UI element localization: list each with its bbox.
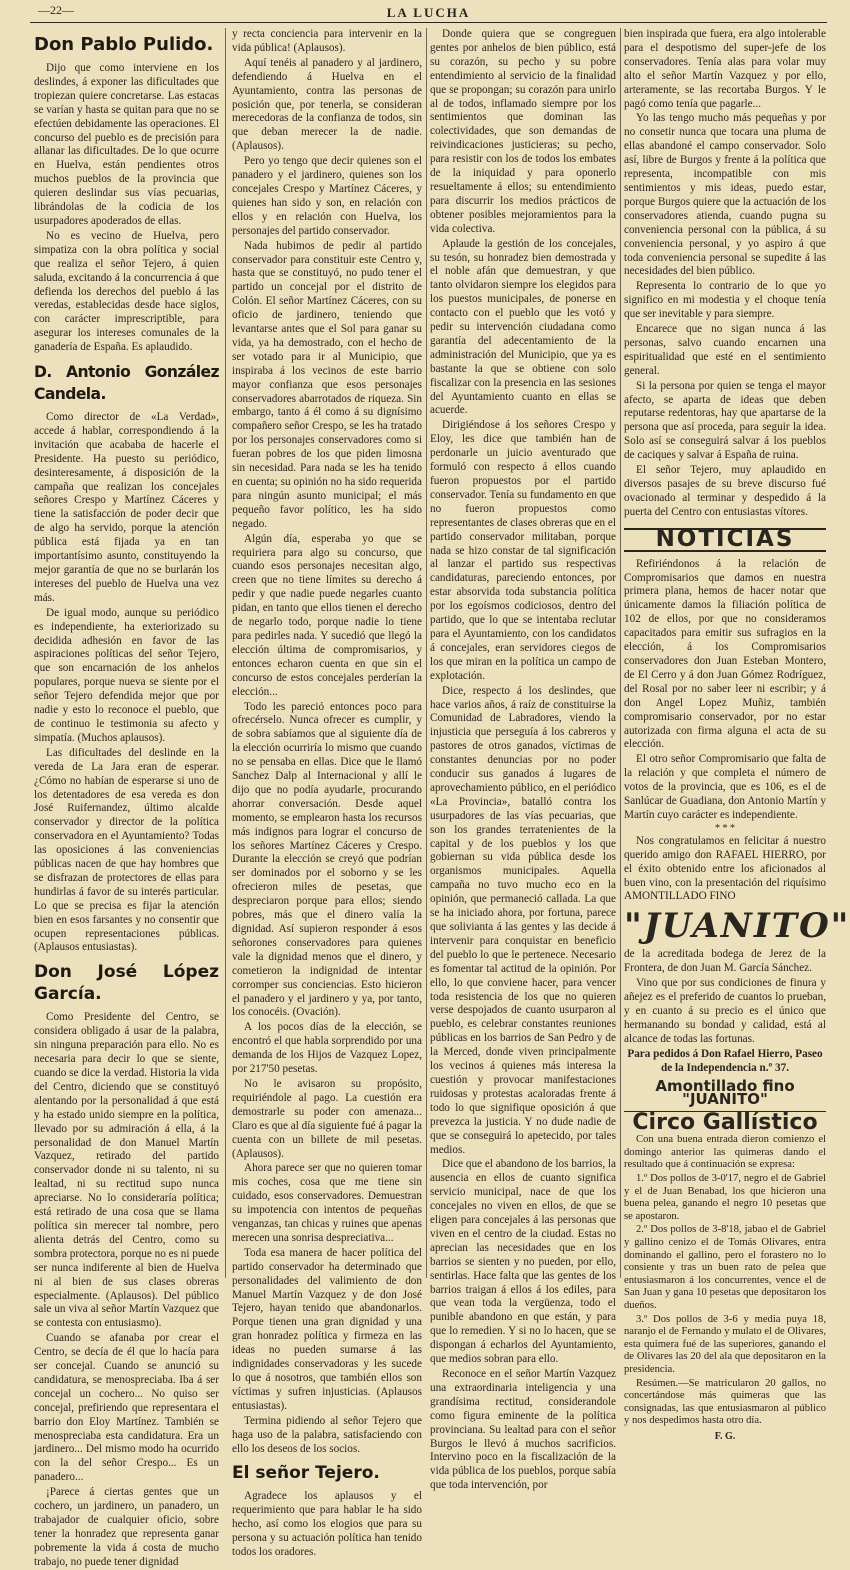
column-2 <box>232 28 422 1559</box>
section-heading-candela: D. Antonio González Candela. <box>34 363 219 404</box>
paragraph: Dijo que como interviene en los deslindes, á exponer las dificultades que tropiezan quiere concretarse. Las estacas se varían y hasta se quitan para que no se efectúen debidamente las operaciones. El concurso del pueblo es de precisión para allanar las dificultades. De lo que ocurre en Huelva, están pendientes otros muchos pueblos de la provincia que quieren deslindar sus vías pecuarias, librándolas de la codicia de los usurpadores apoderados de ellas. <box>34 62 219 227</box>
paragraph: y recta conciencia para intervenir en la vida pública! (Aplausos). <box>232 28 422 54</box>
juanito-advert-title: "JUANITO" <box>624 906 850 947</box>
paragraph: bien inspirada que fuera, era algo intolerable para el despotismo del super-jefe de los conservadores. Tenía alas para volar muy alto el señor Martín Vazquez y por ello, arteramente, se las recortaba Burgos. Y le pagó como tenía que pagarle... <box>624 28 826 110</box>
paragraph: Si la persona por quien se tenga el mayor afecto, se aparta de ideas que deben reputarse redentoras, hay que apartarse de la persona que así proceda, para seguir la idea. Solo así se conseguirá salvar á los pueblos de caciques y salvar á España de ruina. <box>624 379 826 462</box>
column-rule <box>426 28 427 1278</box>
circo-heading: Circo Gallístico <box>624 1111 826 1130</box>
circo-section <box>624 1134 826 1428</box>
paragraph: Toda esa manera de hacer política del partido conservador ha determinado que personalidades del valimiento de don Manuel Martín Vazquez y de don José Tejero, hayan tenido que abandonarlos. Porque tienen una gran dignidad y una gran honradez política y firmeza en las ideas no pueden sumarse á las indignidades conservadoras y les sucede lo que á nosotros, que también ellos son víctimas y sufren injusticias. (Aplausos entusiastas). <box>232 1246 422 1412</box>
paragraph: Dice, respecto á los deslindes, que hace varios años, á raíz de constituirse la Comunidad de Labradores, viendo la injusticia que perseguía á los cabreros y pastores de otros ganados, víctimas de constantes denuncias por no poder conducir sus ganados á lugares de aprovechamiento público, en el periódico «La Provincia», batalló contra los usurpadores de las vías pecuarias, que son los grandes terratenientes de la capital y de los pueblos y los que gobiernan su vida pública desde los organismos municipales. Aquella campaña no tuvo mucho eco en la opinión, que permaneció callada. La que se ha iniciado ahora, por fortuna, parece que solivianta á las gentes y las decide á intervenir para conquistar en beneficio del pueblo lo que le pertenece. Necesario es fomentar tal actitud de la opinión. Por ello, lo que conviene hacer, para vencer toda resistencia de los que no quieren verse despojados de cuanto usurparon al pueblo, es celebrar constantes reuniones públicas en los barrios de San Pedro y de la Merced, donde viven principalmente los vecinos á quienes más interesa la cuestión y provocar manifestaciones ruidosas y protestas acaloradas frente á todo lo que signifique oposición á que prevezca la justicia. Y no dude nadie de que se conseguirá lo apetecido, por tales medios. <box>430 684 616 1156</box>
paragraph: Las dificultades del deslinde en la vereda de La Jara eran de esperar. ¿Cómo no habían de esperarse si uno de los detentadores de esa vereda es don José Ruifernandez, último alcalde conservador y director de la política conservadora en el Ayuntamiento? Todas las oposiciones á las conveniencias públicas nacen de que hay hombres que se disfrazan de protectores de ellas para hundirlas á favor de su interés particular. Lo que se precisa es fijar la atención bien en esos farsantes y no consentir que ocupen representaciones públicas. (Aplausos entusiastas). <box>34 746 219 954</box>
page-signature: —22— <box>38 3 74 17</box>
separator-dots: * * * <box>715 822 735 834</box>
paragraph: Yo las tengo mucho más pequeñas y por no consetir nunca que tocara una pluma de ellas abandoné el campo conservador. Solo así, libre de Burgos y frente á la política que representa, incompatible con mis sentimientos y mis ideas, puedo estar, porque Burgos quiere que la actuación de los conservadores atienda, cuando pugna su conveniencia personal con la pública, á su conveniencia personal, y yo aspiro á que toda conveniencia personal se supedite á las necesidades del bien público. <box>624 112 826 278</box>
column-rule <box>225 28 226 1278</box>
paragraph: Algún día, esperaba yo que se requiriera para algo su concurso, que cuando esos personajes necesitan algo, creen que no tiene límites su derecho á pedir y que nadie puede negarles cuanto pidan, en tanto que ellos tienen el derecho de negarlo todo, porque nadie lo tiene para pedirles nada. Y sucedió que llegó la elección última de compromisarios, y entonces echaron cuenta en que sin el concurso de estos concejales perderían la elección... <box>232 532 422 698</box>
paragraph: Agradece los aplausos y el requerimiento que para hablar le ha sido hecho, así como los elogios que para su persona y su actuación política han tenido todos los oradores. <box>232 1490 422 1559</box>
paragraph: Ahora parece ser que no quieren tomar mis coches, cosa que me tiene sin cuidado, esos conservadores. Demuestran su impotencia con intentos de pequeñas venganzas, tan chicas y ruines que apenas merecen una sonrisa despreciativa... <box>232 1162 422 1244</box>
paragraph: Dice que el abandono de los barrios, la ausencia en ellos de cuanto significa servicio municipal, nace de que los concejales no viven en ellos, de que se eligen para concejales á las personas que viven en el centro de la ciudad. Estas no aprecian las necesidades que en los barrios se sienten y no pueden, por ello, sentirlas. Hace falta que las gentes de los barrios traigan á ellos á los ediles, para que vean toda la vergüenza, todo el punible abandono en que están, y para que lo remedien. Y si no lo hacen, que se dispongan á echarlos del Ayuntamiento, que medios sobran para ello. <box>430 1158 616 1366</box>
paragraph: Reconoce en el señor Martín Vazquez una extraordinaria inteligencia y una grandísima rectitud, considerandole como figura eminente de la política provinciana. Su lealtad para con el señor Burgos le llevó á muchos sacrificios. Intervino poco en la fiscalización de la vida pública de los pueblos, porque sabía que toda intervención, por <box>430 1368 616 1492</box>
paragraph: No es vecino de Huelva, pero simpatiza con la obra política y social que realiza el señor Tejero, á quien saluda, excitando á la concurrencia á que defienda los derechos del pueblo á las veredas, establecidas desde hace siglos, con carácter imprescriptible, para asegurar los intereses comunales de la ganadería de España. Es aplaudido. <box>34 229 219 354</box>
newspaper-title: LA LUCHA <box>386 5 471 20</box>
paragraph: Representa lo contrario de lo que yo significo en mi modestia y el choque tenía que ser inevitable y para siempre. <box>624 280 826 321</box>
paragraph: De igual modo, aunque su periódico es independiente, ha exteriorizado su decidida adhesión en favor de las aspiraciones políticas del señor Tejero, que son encarnación de los anhelos populares, porque nueva se siente por el señor Tejero defendida mejor que por nadie y esto lo reconoce el pueblo, que de continuo le testimonia su afecto y simpatía. (Muchos aplausos). <box>34 606 219 744</box>
paragraph: El otro señor Compromisario que falta de la relación y que completa el número de votos de la provincia, que es 106, es el de Sanlúcar de Guadiana, don Antonio Martín y Martín cuyo carácter es independiente. <box>624 753 826 821</box>
paragraph: A los pocos días de la elección, se encontró el que habla sorprendido por una demanda de los Hijos de Vazquez Lopez, por 217'50 pesetas. <box>232 1021 422 1076</box>
paragraph: Refiriéndonos á la relación de Compromisarios que damos en nuestra primera plana, hemos de hacer notar que únicamente damos la filiación política de 102 de ellos, por que no consideramos capacitados para emitir sus sufragios en la elección, á los Compromisarios conservadores don Juan Esteban Montero, de El Cerro y á don Juan Gómez Rodríguez, del Rosal por no saber leer ni escribir; y á don Angel Lopez Muñiz, también compromisario conservador, por no estar autorizada con firma alguna el acta de su elección. <box>624 557 826 751</box>
paragraph: Como director de «La Verdad», accede á hablar, correspondiendo á la invitación que acababa de hacerle el Presidente. Ha puesto su periódico, desinteresamente, á disposición de la campaña que realizan los concejales señores Crespo y Martínez Cáceres y tiene la satisfacción de poder decir que de algo ha servido, porque la atención pública está fijada ya en tan importantísimo asunto, constituyendo la mejor garantía de que no se burlarán los intereses del pueblo de Huelva una vez más. <box>34 411 219 604</box>
paragraph: El señor Tejero, muy aplaudido en diversos pasajes de su breve discurso fué ovacionado al terminar y despedido á la puerta del Centro con entusiastas vítores. <box>624 464 826 518</box>
paragraph: No le avisaron su propósito, requiriéndole al pago. La cuestión era demostrarle su poder con amenaza... Claro es que al día siguiente fué á pagar la cuenta con un billete de mil pesetas. (Aplausos). <box>232 1077 422 1160</box>
section-heading-tejero: El señor Tejero. <box>232 1463 380 1484</box>
paragraph: 1.º Dos pollos de 3-0'17, negro el de Gabriel y el de Juan Benabad, los que hicieron una buena pelea, ganando el negro 10 pesetas que se apostaron. <box>624 1173 826 1222</box>
column-3 <box>430 28 616 1492</box>
paragraph: Encarece que no sigan nunca á las personas, salvo cuando encarnen una espiritualidad que esté en el sentimiento general. <box>624 323 826 377</box>
paragraph: 2.º Dos pollos de 3-8'18, jabao el de Gabriel y gallino cenizo el de Tomás Olivares, entra dominando el gallino, pero el forastero no lo consiente y tras un buen rato de pelea que entusiasmaron á los concurrentes, vence el de San Juan y gana 10 pesetas que depositaron los dueños. <box>624 1224 826 1311</box>
column-rule <box>620 28 621 1278</box>
paragraph: Todo les pareció entonces poco para ofrecérselo. Nunca ofrecer es cumplir, y de sobra sabíamos que al siguiente día de la elección ocurriría lo mismo que cuando no se pensaba en ellas. Dice que le llamó Sanchez Dalp al Internacional y allí le dijo que no podía ayudarle, procurando ahorrar conversación. Desde aquel momento, se emplearon hasta los recursos más indignos para lograr el concurso de los señores Martínez Cáceres y Crespo. Durante la elección se creyó que podrían ser dominados por el soborno y se les ofrecieron miles de pesetas, que despreciaron porque para ellos; siendo pobres, más que el dinero valía la dignidad. Así supieron responder á esos señorones conservadores para quienes vale la dignidad menos que el dinero, y cometieron la indignidad de intentar corromper sus conciencias. Esto hicieron el panadero y el jardinero y ya, por tanto, los conocéis. (Ovación). <box>232 700 422 1019</box>
paragraph: Cuando se afanaba por crear el Centro, se decía de él que lo hacía para ser concejal. Cuando se anunció su candidatura, se menospreciaba. Iba á ser concejal un cochero... No quiso ser concejal, prefiriendo que representara el barrio don Eloy Martínez. También se menospreciaba esta candidatura. Era un jardinero... Del mismo modo ha ocurrido con la del señor Crespo... Es un panadero... <box>34 1332 219 1484</box>
paragraph: Vino que por sus condiciones de finura y añejez es el preferido de cuantos lo prueban, y en cuanto á su precio es el único que hermanando su bondad y calidad, está al alcance de todas las fortunas. <box>624 977 826 1045</box>
paragraph: Donde quiera que se congreguen gentes por anhelos de bien público, está su corazón, su pecho y su pobre entendimiento al servicio de la finalidad que se propongan; su corazón para unirlo al de todos, inflamado siempre por los sentimientos que dominan las colectividades, que son demandas de reivindicaciones justicieras; su pecho, para resistir con los de todos los embates de la iniquidad y para oponerlo resueltamente á ellos; su entendimiento para discurrir los medios prácticos de obtener posibles mejoramientos para la vida colectiva. <box>430 28 616 235</box>
paragraph: Termina pidiendo al señor Tejero que haga uso de la palabra, satisfaciendo con ello los deseos de los socios. <box>232 1414 422 1455</box>
section-heading-lopez: Don José López García. <box>34 962 219 1005</box>
paragraph: Con una buena entrada dieron comienzo el domingo anterior las quimeras dando el resultado que á continuación se expresa: <box>624 1134 826 1171</box>
paragraph: 3.º Dos pollos de 3-6 y media puya 18, naranjo el de Fernando y mulato el de Olivares, esta quimera fué de las superiores, ganando el de Olivares las 20 del ala que depositaron en la presidencia. <box>624 1313 826 1375</box>
paragraph: Aquí tenéis al panadero y al jardinero, defendiendo á Huelva en el Ayuntamiento, contra las personas de posición que, por tenerla, se consideran merecedoras de la confianza de todos, sin que deban merecer la de nadie. (Aplausos). <box>232 56 422 153</box>
paragraph: ¡Parece á ciertas gentes que un cochero, un jardinero, un panadero, un trabajador de cualquier oficio, sobre tener la honradez que representa ganar pobremente la vida á costa de mucho trabajo, no puede tener dignidad <box>34 1486 219 1568</box>
section-heading-pulido: Don Pablo Pulido. <box>34 34 214 55</box>
masthead <box>30 4 827 23</box>
paragraph: Nada hubimos de pedir al partido conservador para constituir este Centro y, hasta que se constituyó, no pudo tener el partido un concejal por el distrito de Colón. El señor Martínez Cáceres, con su oficio de jardinero, teniendo que levantarse antes que el Sol para ganar su vida, ya ha demostrado, con el hecho de ser votado para ir al Municipio, que inspiraba á los vecinos de este barrio mayor confianza que esos personajes conservadores abarrotados de riqueza. Sin embargo, tanto á él como á su dignísimo compañero señor Crespo, se les ha tratado por los personajes conservadores como si fueran pobres de los que piden limosna sin necesidad. Para nada se les ha tenido en cuenta; su opinión no ha sido requerida para ningún asunto municipal; el más pequeño favor político, les ha sido negado. <box>232 239 422 530</box>
paragraph: Como Presidente del Centro, se considera obligado á usar de la palabra, sin ninguna preparación para ello. No es necesaria para decir lo que se siente, cuando se dice la verdad. Historia la vida del Centro, diciendo que se constituyó alentando por la personalidad á que está y ha estado unido siempre en la política, llevado por su admiración á ella, á la personalidad de don Manuel Martín Vazquez, retirado del partido conservador donde ni su talento, ni su lealtad, ni su rectitud supo nunca apreciarse. No lo consideraría política; está retirado de una cosa que se llama política sin merecer tal nombre, pero alienta detrás del Centro, como su sombra protectora, porque no es ni puede ser nunca indiferente al bien de Huelva ni al bien de sus clases obreras especialmente. (Aplausos). Del público sale un viva al señor Martín Vazquez que se contesta con entusiasmo). <box>34 1011 219 1330</box>
paragraph: Nos congratulamos en felicitar á nuestro querido amigo don RAFAEL HIERRO, por el éxito obtenido entre los aficionados al buen vino, con la presentación del riquísimo AMONTILLADO FINO <box>624 834 826 903</box>
paragraph: Pero yo tengo que decir quienes son el panadero y el jardinero, quienes son los concejales Crespo y Martínez Cáceres, y quienes han sido y son, en relación con ellos y en relación con Huelva, los personajes del partido conservador. <box>232 155 422 237</box>
pedidos-line: Para pedidos á Don Rafael Hierro, Paseo de la Independencia n.º 37. <box>627 1047 823 1074</box>
column-4 <box>624 28 850 1442</box>
paragraph: de la acreditada bodega de Jerez de la Frontera, de don Juan M. García Sánchez. <box>624 948 826 975</box>
amontillado-heading: Amontillado fino "JUANITO" <box>655 1076 795 1109</box>
paragraph: Resúmen.—Se matricularon 20 gallos, no concertándose más quimeras que las consignadas, las que entusiasmaron al público y nos despedimos hasta otro día. <box>624 1377 826 1427</box>
author-signature: F. G. <box>714 1430 736 1442</box>
paragraph: Dirigiéndose á los señores Crespo y Eloy, les dice que también han de perdonarle un juicio aventurado que formuló con respecto á ellos cuando fueron propuestos por el partido conservador. Tenía su fundamento en que no fueron propuestos como representantes de clases obreras que en el partido conservador militaban, porque nada se hizo constar de tal significación al lanzar el partido sus respectivas candidaturas, pareciendo entonces, por estar absorvida toda substancia política por los egoísmos codiciosos, dentro del partido, que lo que se intentaba reclutar para el Ayuntamiento, con los candidatos á concejales, eran servidores ciegos de los que miran en la política un campo de explotación. <box>430 419 616 682</box>
noticias-heading: NOTICIAS <box>624 528 826 552</box>
column-1 <box>34 28 219 1568</box>
paragraph: Aplaude la gestión de los concejales, su tesón, su honradez bien demostrada y el noble afán que demuestran, y que tanto olvidaron siempre los elegidos para los puestos municipales, de ponerse en contacto con el pueblo que les votó y pedir su intervención ciudadana como garantía del adecentamiento de la administración del Municipio, que ya es bastante la que se obtiene con solo fiscalizar con la presencia en las sesiones del Ayuntamiento cuanto en ellas se acuerde. <box>430 237 616 417</box>
